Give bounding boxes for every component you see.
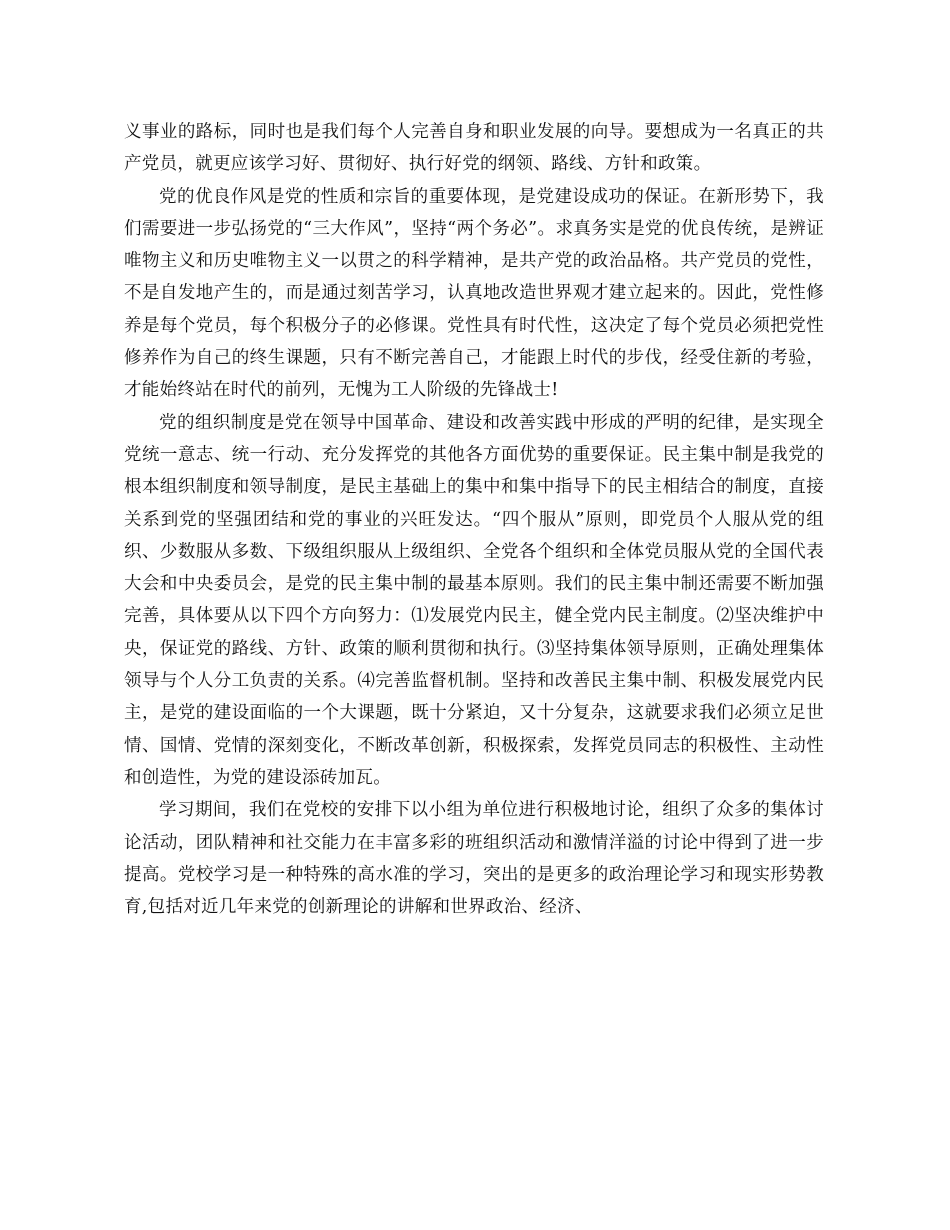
document-body (124, 116, 824, 923)
paragraph-4: 学习期间，我们在党校的安排下以小组为单位进行积极地讨论，组织了众多的集体讨论活动，团队精神和社交能力在丰富多彩的班组织活动和激情洋溢的讨论中得到了进一步提高。党校学习是一种特殊的高水准的学习，突出的是更多的政治理论学习和现实形势教育,包括对近几年来党的创新理论的讲解和世界政治、经济、 (124, 800, 824, 918)
paragraph-2: 党的优良作风是党的性质和宗旨的重要体现，是党建设成功的保证。在新形势下，我们需要进一步弘扬党的“三大作风”，坚持“两个务必”。求真务实是党的优良传统，是辨证唯物主义和历史唯物主义一以贯之的科学精神，是共产党的政治品格。共产党员的党性，不是自发地产生的，而是通过刻苦学习，认真地改造世界观才建立起来的。因此，党性修养是每个党员，每个积极分子的必修课。党性具有时代性，这决定了每个党员必须把党性修养作为自己的终生课题，只有不断完善自己，才能跟上时代的步伐，经受住新的考验，才能始终站在时代的前列，无愧为工人阶级的先锋战士! (124, 186, 824, 401)
paragraph-3: 党的组织制度是党在领导中国革命、建设和改善实践中形成的严明的纪律，是实现全党统一意志、统一行动、充分发挥党的其他各方面优势的重要保证。民主集中制是我党的根本组织制度和领导制度，是民主基础上的集中和集中指导下的民主相结合的制度，直接关系到党的坚强团结和党的事业的兴旺发达。“四个服从”原则，即党员个人服从党的组织、少数服从多数、下级组织服从上级组织、全党各个组织和全体党员服从党的全国代表大会和中央委员会，是党的民主集中制的最基本原则。我们的民主集中制还需要不断加强完善，具体要从以下四个方向努力：⑴发展党内民主，健全党内民主制度。⑵坚决维护中央，保证党的路线、方针、政策的顺利贯彻和执行。⑶坚持集体领导原则，正确处理集体领导与个人分工负责的关系。⑷完善监督机制。坚持和改善民主集中制、积极发展党内民主，是党的建设面临的一个大课题，既十分紧迫，又十分复杂，这就要求我们必须立足世情、国情、党情的深刻变化，不断改革创新，积极探索，发挥党员同志的积极性、主动性和创造性，为党的建设添砖加瓦。 (124, 412, 824, 788)
paragraph-1: 义事业的路标，同时也是我们每个人完善自身和职业发展的向导。要想成为一名真正的共产党员，就更应该学习好、贯彻好、执行好党的纲领、路线、方针和政策。 (124, 122, 824, 175)
